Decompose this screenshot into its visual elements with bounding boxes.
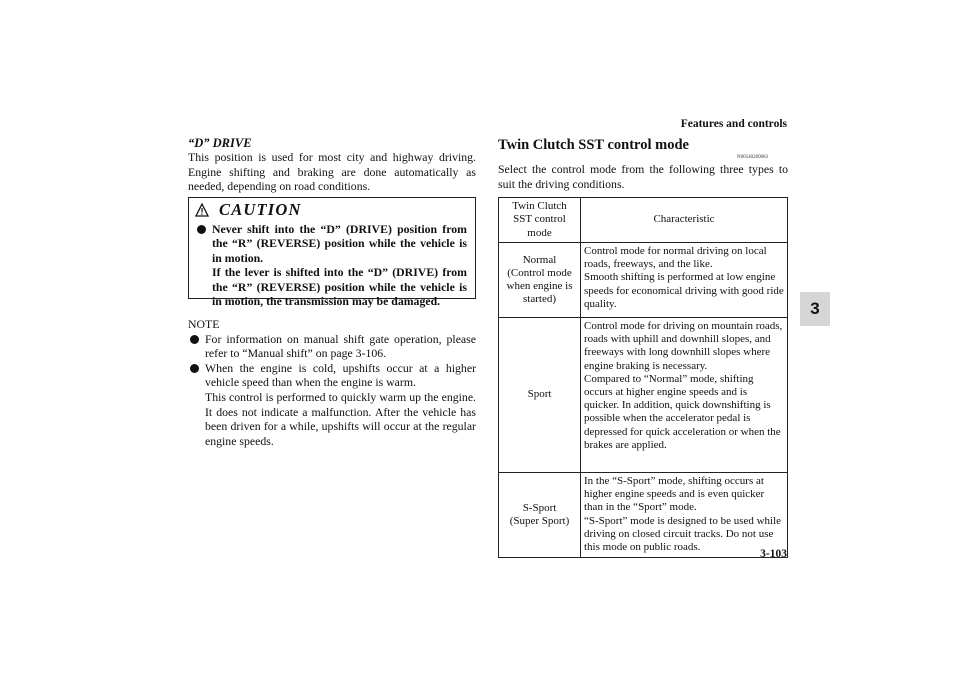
caution-line-1: Never shift into the “D” (DRIVE) position from the “R” (REVERSE) position while the vehicle is in motion. (212, 222, 467, 265)
mode-line: (Control mode (507, 266, 572, 279)
bullet-icon (190, 364, 199, 373)
table-header-row (499, 198, 788, 243)
caution-header (195, 200, 302, 220)
table-row (499, 243, 788, 318)
mode-cell (499, 318, 581, 473)
section-code: N00540200083 (737, 155, 769, 160)
control-mode-table (498, 197, 788, 558)
mode-cell (499, 243, 581, 318)
bullet-icon (190, 335, 199, 344)
note-title: NOTE (188, 317, 220, 331)
note-item: For information on manual shift gate operation, please refer to “Manual shift” on page 3-106. (188, 332, 476, 361)
note-block (188, 317, 476, 448)
header-characteristic: Characteristic (581, 198, 788, 243)
note-item-continued: This control is performed to quickly warm up the engine. It does not indicate a malfunction. After the vehicle has been driven for a while, upshifts will occur at the regular engine speeds. (205, 389, 476, 448)
characteristic-cell: Control mode for normal driving on local roads, freeways, and the like. Smooth shifting is performed at low engine speeds for economical driving with good ride quality. (581, 243, 788, 318)
mode-line: started) (523, 293, 556, 306)
drive-paragraph: This position is used for most city and highway driving. Engine shifting and braking are done automatically as needed, depending on road conditions. (188, 150, 476, 194)
section-title: Twin Clutch SST control mode (498, 137, 689, 153)
characteristic-cell: Control mode for driving on mountain roads, roads with uphill and downhill slopes, and freeways with long downhill slopes where engine braking is necessary. Compared to “Normal” mode, shifting occurs at higher engine speeds and is quicker. In addition, quick downshifting is possible when the accelerator pedal is depressed for quick acceleration or when the brakes are applied. (581, 318, 788, 473)
warning-triangle-icon (195, 203, 209, 217)
chapter-tab: 3 (800, 292, 830, 326)
mode-line: Sport (527, 388, 552, 401)
note-item: When the engine is cold, upshifts occur at a higher vehicle speed than when the engine is warm. This control is performed to quickly warm up the engine. It does not indicate a malfunction. After the vehicle has been driven for a while, upshifts will occur at the regular engine speeds. (188, 361, 476, 449)
section-intro: Select the control mode from the following three types to suit the driving conditions. (498, 162, 788, 191)
caution-item (197, 222, 467, 308)
drive-heading: “D” DRIVE (188, 136, 252, 150)
mode-line: S-Sport (522, 501, 557, 514)
mode-line: when engine is (506, 280, 573, 292)
table-row (499, 318, 788, 473)
header-mode: Twin Clutch SST control mode (499, 198, 581, 243)
caution-box (188, 197, 476, 309)
table-row (499, 473, 788, 558)
characteristic-cell: In the “S-Sport” mode, shifting occurs at higher engine speeds and is even quicker than in the “Sport” mode. “S-Sport” mode is designed to be used while driving on closed circuit tracks. Do not use this mode on public roads. (581, 473, 788, 558)
mode-line: Normal (522, 253, 557, 266)
caution-title: CAUTION (219, 200, 302, 219)
caution-line-2: If the lever is shifted into the “D” (DRIVE) from the “R” (REVERSE) position while the vehicle is in motion, the transmission may be damaged. (212, 265, 467, 309)
mode-line: (Super Sport) (509, 515, 570, 527)
page-number: 3-103 (760, 548, 787, 560)
page-header: Features and controls (680, 118, 787, 130)
bullet-icon (197, 225, 206, 234)
mode-cell (499, 473, 581, 558)
